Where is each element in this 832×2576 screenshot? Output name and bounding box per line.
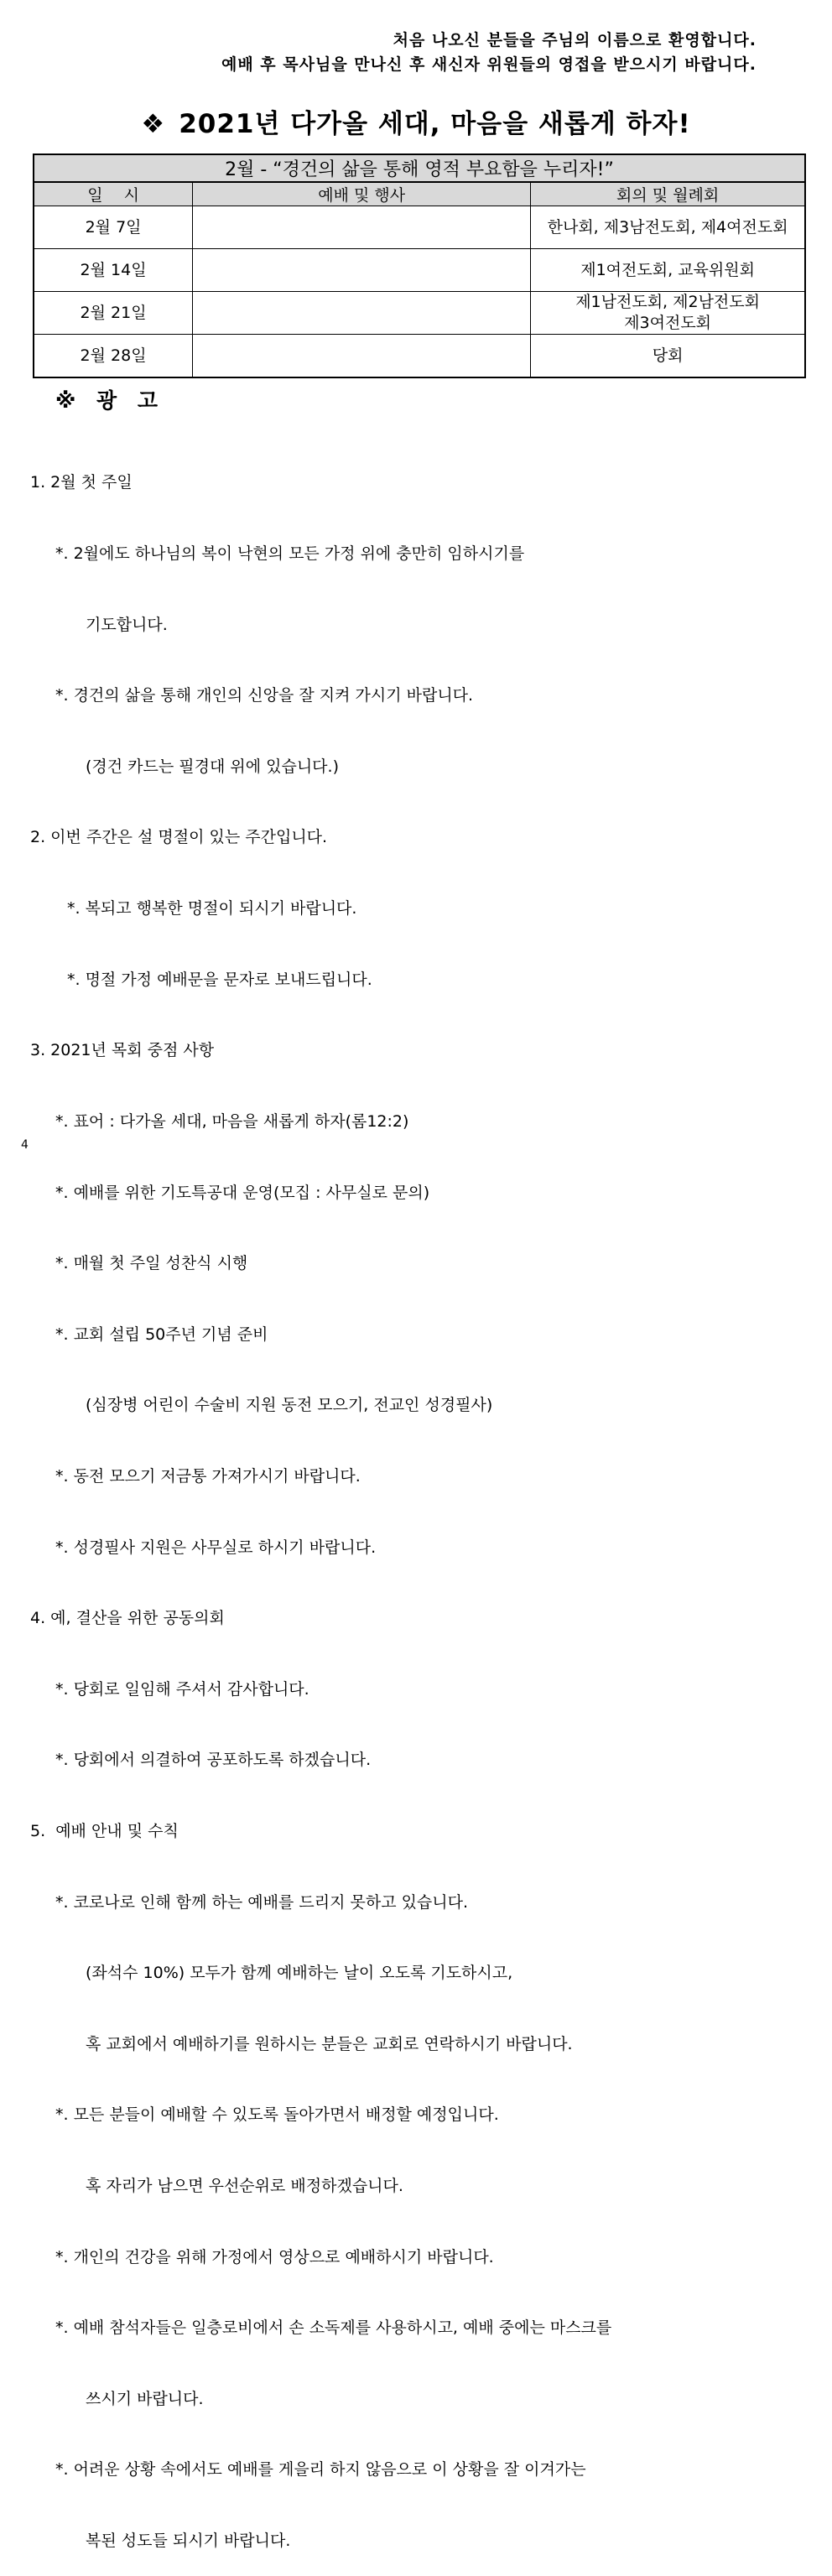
announcement-item: *. 예배 참석자들은 일층로비에서 손 소독제를 사용하시고, 예배 중에는 마스크를 — [55, 2318, 612, 2338]
row-event — [193, 249, 531, 292]
table-row — [34, 249, 805, 292]
row-date: 2월 14일 — [34, 249, 193, 292]
announcement-section: 4. 예, 결산을 위한 공동의회 — [30, 1609, 225, 1628]
announcement-item: *. 모든 분들이 예배할 수 있도록 돌아가면서 배정할 예정입니다. — [55, 2105, 499, 2125]
announcement-continuation: (경건 카드는 필경대 위에 있습니다.) — [86, 757, 339, 776]
announcement-item: *. 경건의 삶을 통해 개인의 신앙을 잘 지켜 가시기 바랍니다. — [55, 686, 474, 705]
row-meeting — [531, 292, 805, 335]
row-date: 2월 7일 — [34, 206, 193, 249]
header-event: 예배 및 행사 — [193, 182, 531, 206]
announcement-item: *. 2월에도 하나님의 복이 낙현의 모든 가정 위에 충만히 임하시기를 — [55, 544, 525, 564]
row-meeting: 당회 — [531, 335, 805, 378]
announcement-section: 5. 예배 안내 및 수칙 — [30, 1821, 179, 1840]
announcement-item: *. 교회 설립 50주년 기념 준비 — [55, 1324, 268, 1344]
row-date: 2월 21일 — [34, 292, 193, 335]
announcements-body — [30, 424, 611, 2576]
row-event — [193, 206, 531, 249]
page-number: 4 — [21, 1138, 29, 1152]
header-date: 일 시 — [34, 182, 193, 206]
announcement-item: *. 어려운 상황 속에서도 예배를 게을리 하지 않음으로 이 상황을 잘 이겨가는 — [55, 2460, 586, 2480]
diamond-bullet-icon: ❖ — [141, 109, 166, 139]
announcement-continuation: 혹 자리가 남으면 우선순위로 배정하겠습니다. — [86, 2177, 403, 2196]
announcement-item: *. 코로나로 인해 함께 하는 예배를 드리지 못하고 있습니다. — [55, 1892, 469, 1912]
announcement-item: *. 당회로 일임해 주셔서 감사합니다. — [55, 1679, 309, 1699]
row-date: 2월 28일 — [34, 335, 193, 378]
announcement-item: *. 복되고 행복한 명절이 되시기 바랍니다. — [67, 899, 357, 919]
schedule-table — [33, 154, 806, 378]
announcement-section: 3. 2021년 목회 중점 사항 — [30, 1041, 215, 1060]
row-meeting: 한나회, 제3남전도회, 제4여전도회 — [531, 206, 805, 249]
announcement-continuation: 복된 성도들 되시기 바랍니다. — [86, 2532, 291, 2551]
announcement-item: *. 동전 모으기 저금통 가져가시기 바랍니다. — [55, 1466, 361, 1486]
page-title-text: 2021년 다가올 세대, 마음을 새롭게 하자! — [179, 109, 691, 139]
announcement-continuation: 쓰시기 바랍니다. — [86, 2389, 204, 2408]
announcement-item: *. 예배를 위한 기도특공대 운영(모집 : 사무실로 문의) — [55, 1183, 430, 1202]
announcements-heading: ※ 광 고 — [55, 388, 165, 413]
row-meeting: 제1여전도회, 교육위원회 — [531, 249, 805, 292]
announcement-item: *. 표어 : 다가올 세대, 마음을 새롭게 하자(롬12:2) — [55, 1111, 409, 1131]
row-meeting-line-1: 제1남전도회, 제2남전도회 — [575, 293, 760, 311]
announcement-item: *. 성경필사 지원은 사무실로 하시기 바랍니다. — [55, 1538, 377, 1557]
announcement-continuation: (좌석수 10%) 모두가 함께 예배하는 날이 오도록 기도하시고, — [86, 1964, 513, 1983]
header-meeting: 회의 및 월례회 — [531, 182, 805, 206]
announcement-continuation: 기도합니다. — [86, 615, 168, 634]
table-row — [34, 292, 805, 335]
table-row — [34, 206, 805, 249]
row-event — [193, 292, 531, 335]
welcome-message — [221, 29, 757, 77]
announcement-section: 1. 2월 첫 주일 — [30, 473, 133, 492]
announcement-section: 2. 이번 주간은 설 명절이 있는 주간입니다. — [30, 828, 328, 847]
welcome-line-2: 예배 후 목사님을 만나신 후 새신자 위원들의 영접을 받으시기 바랍니다. — [221, 55, 757, 74]
announcement-continuation: (심장병 어린이 수술비 지원 동전 모으기, 전교인 성경필사) — [86, 1396, 493, 1415]
row-meeting-line-2: 제3여전도회 — [624, 314, 712, 332]
page-title — [0, 102, 832, 140]
welcome-line-1: 처음 나오신 분들을 주님의 이름으로 환영합니다. — [393, 31, 757, 49]
announcement-item: *. 명절 가정 예배문을 문자로 보내드립니다. — [67, 970, 372, 989]
announcement-item: *. 당회에서 의결하여 공포하도록 하겠습니다. — [55, 1751, 372, 1770]
table-row — [34, 335, 805, 378]
announcement-item: *. 개인의 건강을 위해 가정에서 영상으로 예배하시기 바랍니다. — [55, 2247, 494, 2266]
row-event — [193, 335, 531, 378]
schedule-banner: 2월 - “경건의 삶을 통해 영적 부요함을 누리자!” — [34, 154, 805, 182]
announcement-continuation: 혹 교회에서 예배하기를 원하시는 분들은 교회로 연락하시기 바랍니다. — [86, 2034, 573, 2053]
announcement-item: *. 매월 첫 주일 성찬식 시행 — [55, 1254, 248, 1273]
